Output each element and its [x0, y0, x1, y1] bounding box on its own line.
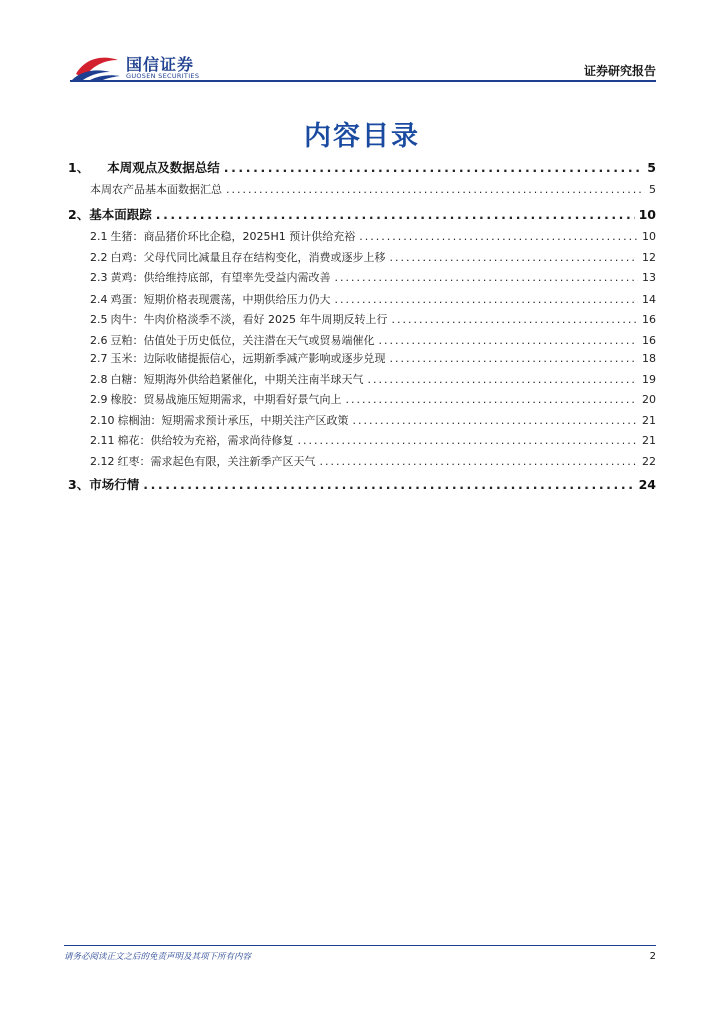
toc-dot-leader	[368, 373, 639, 386]
toc-entry-title: 棉花：供给较为充裕，需求尚待修复	[117, 434, 294, 447]
toc-entry-number: 2.12	[90, 455, 115, 468]
page-number: 2	[649, 951, 656, 962]
toc-entry-page: 24	[638, 477, 656, 492]
toc-entry-title: 鸡蛋：短期价格表现震荡，中期供给压力仍大	[110, 293, 331, 306]
logo-name-en: GUOSEN SECURITIES	[126, 72, 200, 80]
toc-dot-leader	[359, 230, 638, 243]
toc-entry-title: 玉米：边际收储提振信心，远期新季减产影响或逐步兑现	[110, 352, 386, 365]
toc-entry-title: 豆粕：估值处于历史低位，关注潜在天气或贸易端催化	[110, 334, 375, 347]
toc-entry-page: 21	[642, 434, 656, 447]
toc-entry-number: 1、	[68, 160, 90, 175]
page-header	[0, 0, 724, 90]
toc-entry-number: 2.3	[90, 271, 108, 284]
footer-disclaimer: 请务必阅读正文之后的免责声明及其项下所有内容	[64, 952, 252, 962]
toc-dot-leader	[335, 271, 639, 284]
report-type-label: 证券研究报告	[583, 64, 656, 78]
toc-entry-title: 基本面跟踪	[89, 207, 152, 222]
toc-section-entry[interactable]	[90, 249, 656, 265]
toc-section-entry[interactable]	[90, 228, 656, 244]
header-divider	[70, 80, 656, 82]
toc-entry-number: 2.10	[90, 414, 115, 427]
toc-entry-number: 2.4	[90, 293, 108, 306]
toc-section-entry[interactable]	[90, 269, 656, 285]
toc-section-entry[interactable]	[90, 291, 656, 307]
toc-entry-title: 本周农产品基本面数据汇总	[90, 183, 222, 196]
toc-section-entry[interactable]	[90, 311, 656, 327]
toc-section-entry[interactable]	[90, 391, 656, 407]
toc-entry-number: 2.7	[90, 352, 108, 365]
toc-entry-number: 2.8	[90, 373, 108, 386]
toc-dot-leader	[320, 455, 639, 468]
toc-dot-leader	[379, 334, 639, 347]
toc-section-entry[interactable]	[90, 412, 656, 428]
toc-section-entry[interactable]	[90, 350, 656, 366]
toc-dot-leader	[143, 477, 634, 492]
toc-entry-page: 13	[642, 271, 656, 284]
toc-dot-leader	[226, 183, 645, 196]
toc-section-entry[interactable]	[90, 432, 656, 448]
toc-entry-page: 14	[642, 293, 656, 306]
toc-dot-leader	[156, 207, 635, 222]
toc-dot-leader	[390, 251, 639, 264]
guosen-logo-icon	[70, 50, 122, 82]
toc-entry-number: 2.5	[90, 313, 108, 326]
toc-chapter-entry[interactable]	[68, 475, 656, 493]
toc-entry-page: 10	[638, 207, 656, 222]
toc-entry-title: 红枣：需求起色有限，关注新季产区天气	[117, 455, 316, 468]
toc-dot-leader	[298, 434, 639, 447]
toc-section-entry[interactable]	[90, 332, 656, 348]
toc-entry-page: 16	[642, 334, 656, 347]
page-title: 内容目录	[304, 121, 420, 152]
toc-section-entry[interactable]	[90, 453, 656, 469]
toc-entry-page: 21	[642, 414, 656, 427]
toc-dot-leader	[346, 393, 639, 406]
toc-entry-page: 10	[642, 230, 656, 243]
toc-entry-title: 棕榈油：短期需求预计承压，中期关注产区政策	[117, 414, 349, 427]
toc-entry-page: 5	[649, 183, 656, 196]
toc-entry-title: 白鸡：父母代同比减量且存在结构变化，消费或逐步上移	[110, 251, 386, 264]
toc-entry-title: 生猪：商品猪价环比企稳，2025H1 预计供给充裕	[110, 230, 356, 243]
toc-entry-number: 3、	[68, 477, 90, 492]
toc-entry-page: 19	[642, 373, 656, 386]
toc-entry-title: 市场行情	[89, 477, 140, 492]
toc-section-entry[interactable]	[90, 371, 656, 387]
toc-dot-leader	[392, 313, 639, 326]
toc-dot-leader	[353, 414, 639, 427]
toc-entry-title: 黄鸡：供给维持底部，有望率先受益内需改善	[110, 271, 331, 284]
toc-entry-page: 16	[642, 313, 656, 326]
toc-entry-page: 22	[642, 455, 656, 468]
toc-entry-title: 本周观点及数据总结	[107, 160, 220, 175]
logo-name-cn: 国信证券	[126, 55, 195, 74]
toc-chapter-entry[interactable]	[68, 205, 656, 223]
toc-section-entry[interactable]	[90, 181, 656, 197]
toc-entry-number: 2.11	[90, 434, 115, 447]
toc-entry-page: 20	[642, 393, 656, 406]
toc-entry-page: 12	[642, 251, 656, 264]
toc-entry-number: 2.2	[90, 251, 108, 264]
toc-entry-page: 5	[647, 160, 656, 175]
toc-entry-number: 2、	[68, 207, 90, 222]
toc-dot-leader	[335, 293, 639, 306]
toc-dot-leader	[390, 352, 639, 365]
toc-entry-title: 白糖：短期海外供给趋紧催化，中期关注南半球天气	[110, 373, 364, 386]
toc-chapter-entry[interactable]	[68, 158, 656, 176]
toc-entry-title: 肉牛：牛肉价格淡季不淡，看好 2025 年牛周期反转上行	[110, 313, 388, 326]
toc-entry-number: 2.6	[90, 334, 108, 347]
toc-entry-number: 2.1	[90, 230, 108, 243]
toc-entry-page: 18	[642, 352, 656, 365]
toc-entry-title: 橡胶：贸易战施压短期需求，中期看好景气向上	[110, 393, 342, 406]
toc-entry-number: 2.9	[90, 393, 108, 406]
toc-dot-leader	[224, 160, 644, 175]
footer-divider	[64, 945, 656, 946]
